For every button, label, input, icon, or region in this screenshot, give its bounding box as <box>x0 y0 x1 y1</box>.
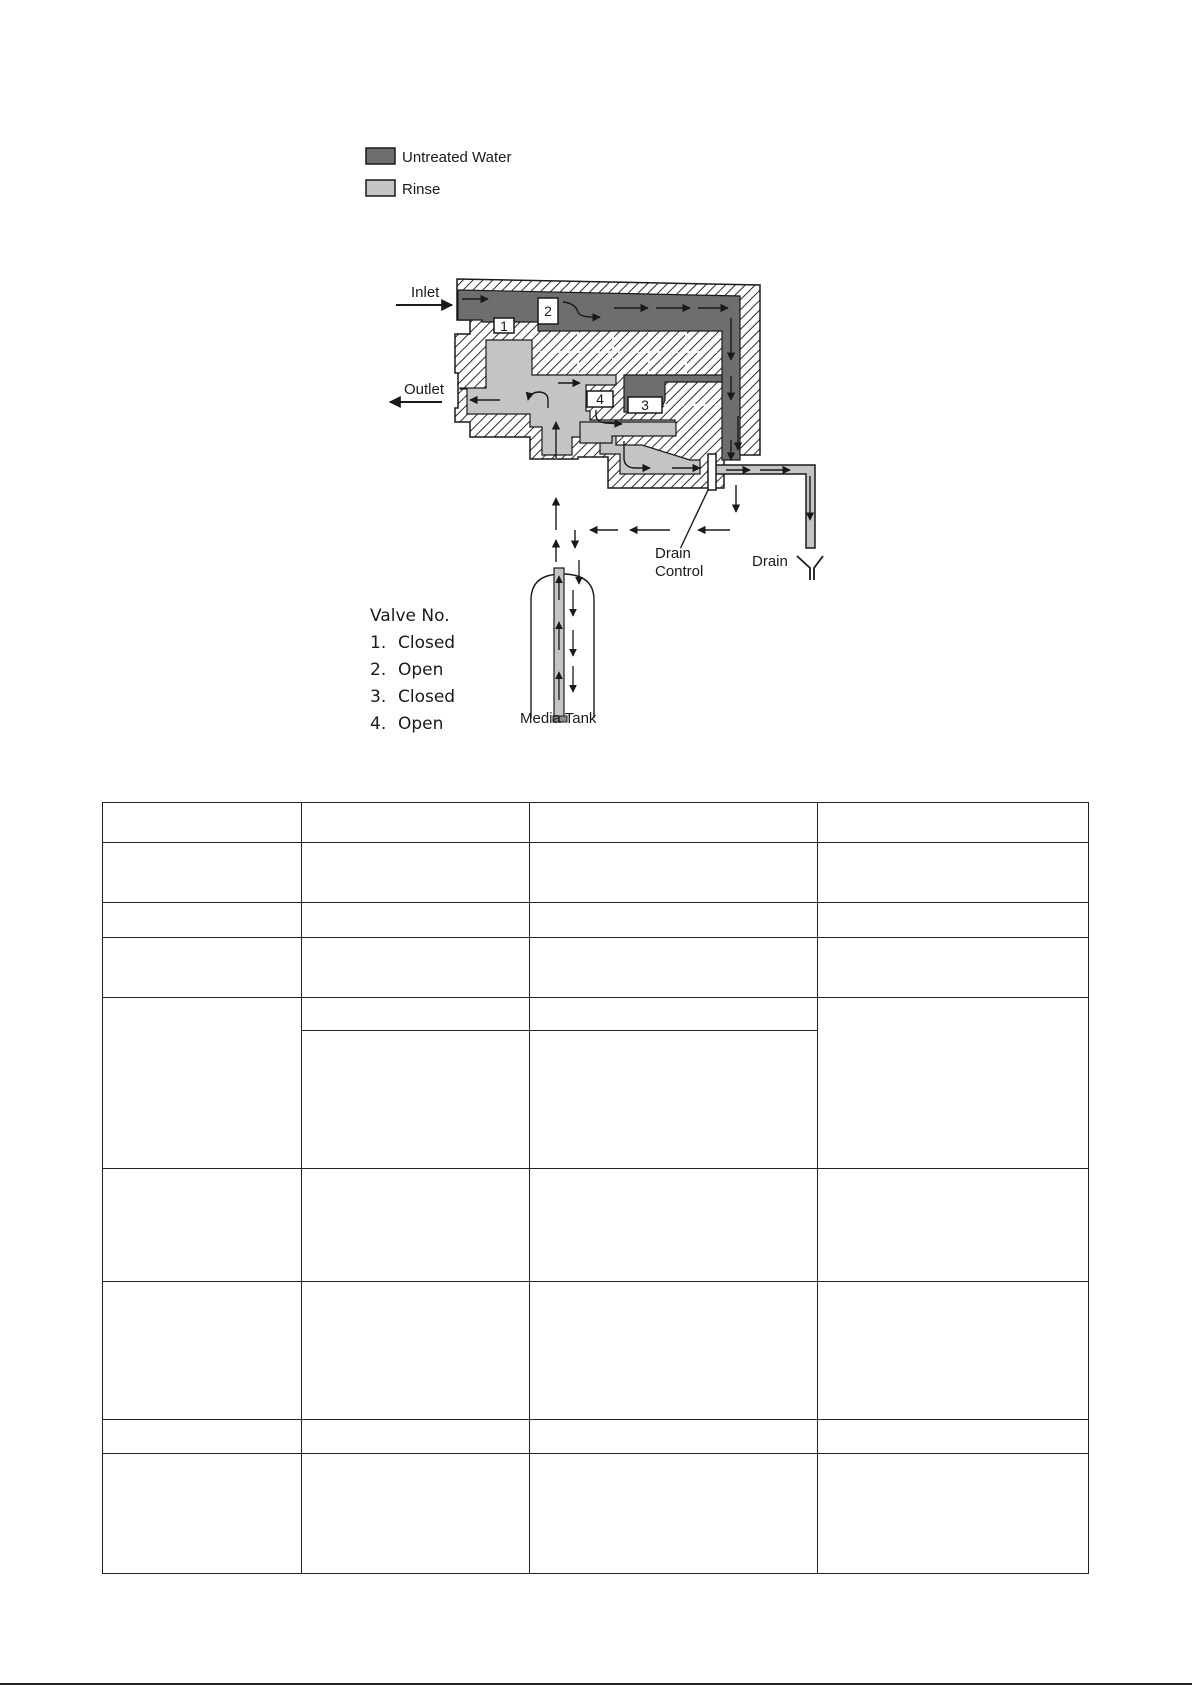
table-cell <box>530 1281 818 1419</box>
table-cell <box>818 1419 1089 1453</box>
table-cell <box>302 803 530 843</box>
table-row <box>103 803 1089 843</box>
valve-body <box>455 279 815 548</box>
table-cell <box>530 998 818 1031</box>
svg-text:2: 2 <box>544 303 552 319</box>
table-cell <box>530 843 818 903</box>
legend <box>366 148 512 198</box>
valve-2-box <box>538 298 558 324</box>
media-tank <box>520 560 597 727</box>
valve-list-state-2: Open <box>398 660 444 680</box>
valve-3-box <box>628 397 662 413</box>
table-cell <box>302 843 530 903</box>
table-cell <box>302 903 530 938</box>
table-cell <box>103 1281 302 1419</box>
valve-list-state-4: Open <box>398 714 444 734</box>
table-cell <box>530 938 818 998</box>
inlet-label: Inlet <box>411 284 440 301</box>
valve-4-box <box>587 391 613 407</box>
table-row <box>103 1453 1089 1573</box>
legend-swatch-untreated <box>366 148 395 164</box>
svg-text:1: 1 <box>500 318 508 334</box>
table-cell <box>302 1281 530 1419</box>
drain-control-valve <box>708 454 716 490</box>
valve-list-num-2: 2. <box>370 660 387 680</box>
table-cell <box>530 1453 818 1573</box>
table-cell <box>103 998 302 1169</box>
table-cell <box>530 1419 818 1453</box>
table-cell <box>302 938 530 998</box>
valve-list-num-4: 4. <box>370 714 387 734</box>
legend-swatch-rinse <box>366 180 395 196</box>
table-row <box>103 903 1089 938</box>
table-cell <box>103 1419 302 1453</box>
table-cell <box>302 1453 530 1573</box>
table-cell <box>530 1169 818 1281</box>
table-cell <box>103 903 302 938</box>
table-cell <box>530 1031 818 1169</box>
table-cell <box>818 903 1089 938</box>
drain-control-leader <box>681 490 708 547</box>
table-row <box>103 998 1089 1031</box>
table-cell <box>302 1031 530 1169</box>
table-cell <box>302 1419 530 1453</box>
valve-list-heading: Valve No. <box>370 606 450 626</box>
table-row <box>103 1169 1089 1281</box>
table-cell <box>530 803 818 843</box>
table-cell <box>818 938 1089 998</box>
table-cell <box>103 1169 302 1281</box>
table-cell <box>818 843 1089 903</box>
svg-text:3: 3 <box>641 397 649 413</box>
valve-list-state-3: Closed <box>398 687 456 707</box>
valve-list-num-1: 1. <box>370 633 387 653</box>
table-cell <box>818 1169 1089 1281</box>
valve-1-box <box>494 318 514 334</box>
table-row <box>103 938 1089 998</box>
drain-pipe <box>712 465 815 548</box>
empty-grid-table <box>102 802 1089 1574</box>
drain-control-label-line1: Drain <box>655 545 691 562</box>
legend-label-rinse: Rinse <box>402 181 441 198</box>
valve-flow-diagram <box>0 0 1192 770</box>
outlet-label: Outlet <box>404 381 445 398</box>
table-row <box>103 843 1089 903</box>
valve-status-list <box>370 606 455 734</box>
valve-list-state-1: Closed <box>398 633 456 653</box>
valve-list-num-3: 3. <box>370 687 387 707</box>
table-cell <box>530 903 818 938</box>
table-cell <box>302 998 530 1031</box>
table-row <box>103 1419 1089 1453</box>
table-cell <box>302 1169 530 1281</box>
table-cell <box>818 803 1089 843</box>
media-tank-label: Media Tank <box>520 710 597 727</box>
drain-label: Drain <box>752 553 788 570</box>
table-row <box>103 1281 1089 1419</box>
table-cell <box>103 843 302 903</box>
table-cell <box>818 1281 1089 1419</box>
table-cell <box>103 938 302 998</box>
table-cell <box>103 1453 302 1573</box>
drain-control-label-line2: Control <box>655 563 704 580</box>
table-cell <box>818 1453 1089 1573</box>
drain-funnel-icon <box>797 556 823 580</box>
legend-label-untreated: Untreated Water <box>402 149 512 166</box>
svg-text:4: 4 <box>596 391 604 407</box>
table-cell <box>818 998 1089 1169</box>
table-cell <box>103 803 302 843</box>
